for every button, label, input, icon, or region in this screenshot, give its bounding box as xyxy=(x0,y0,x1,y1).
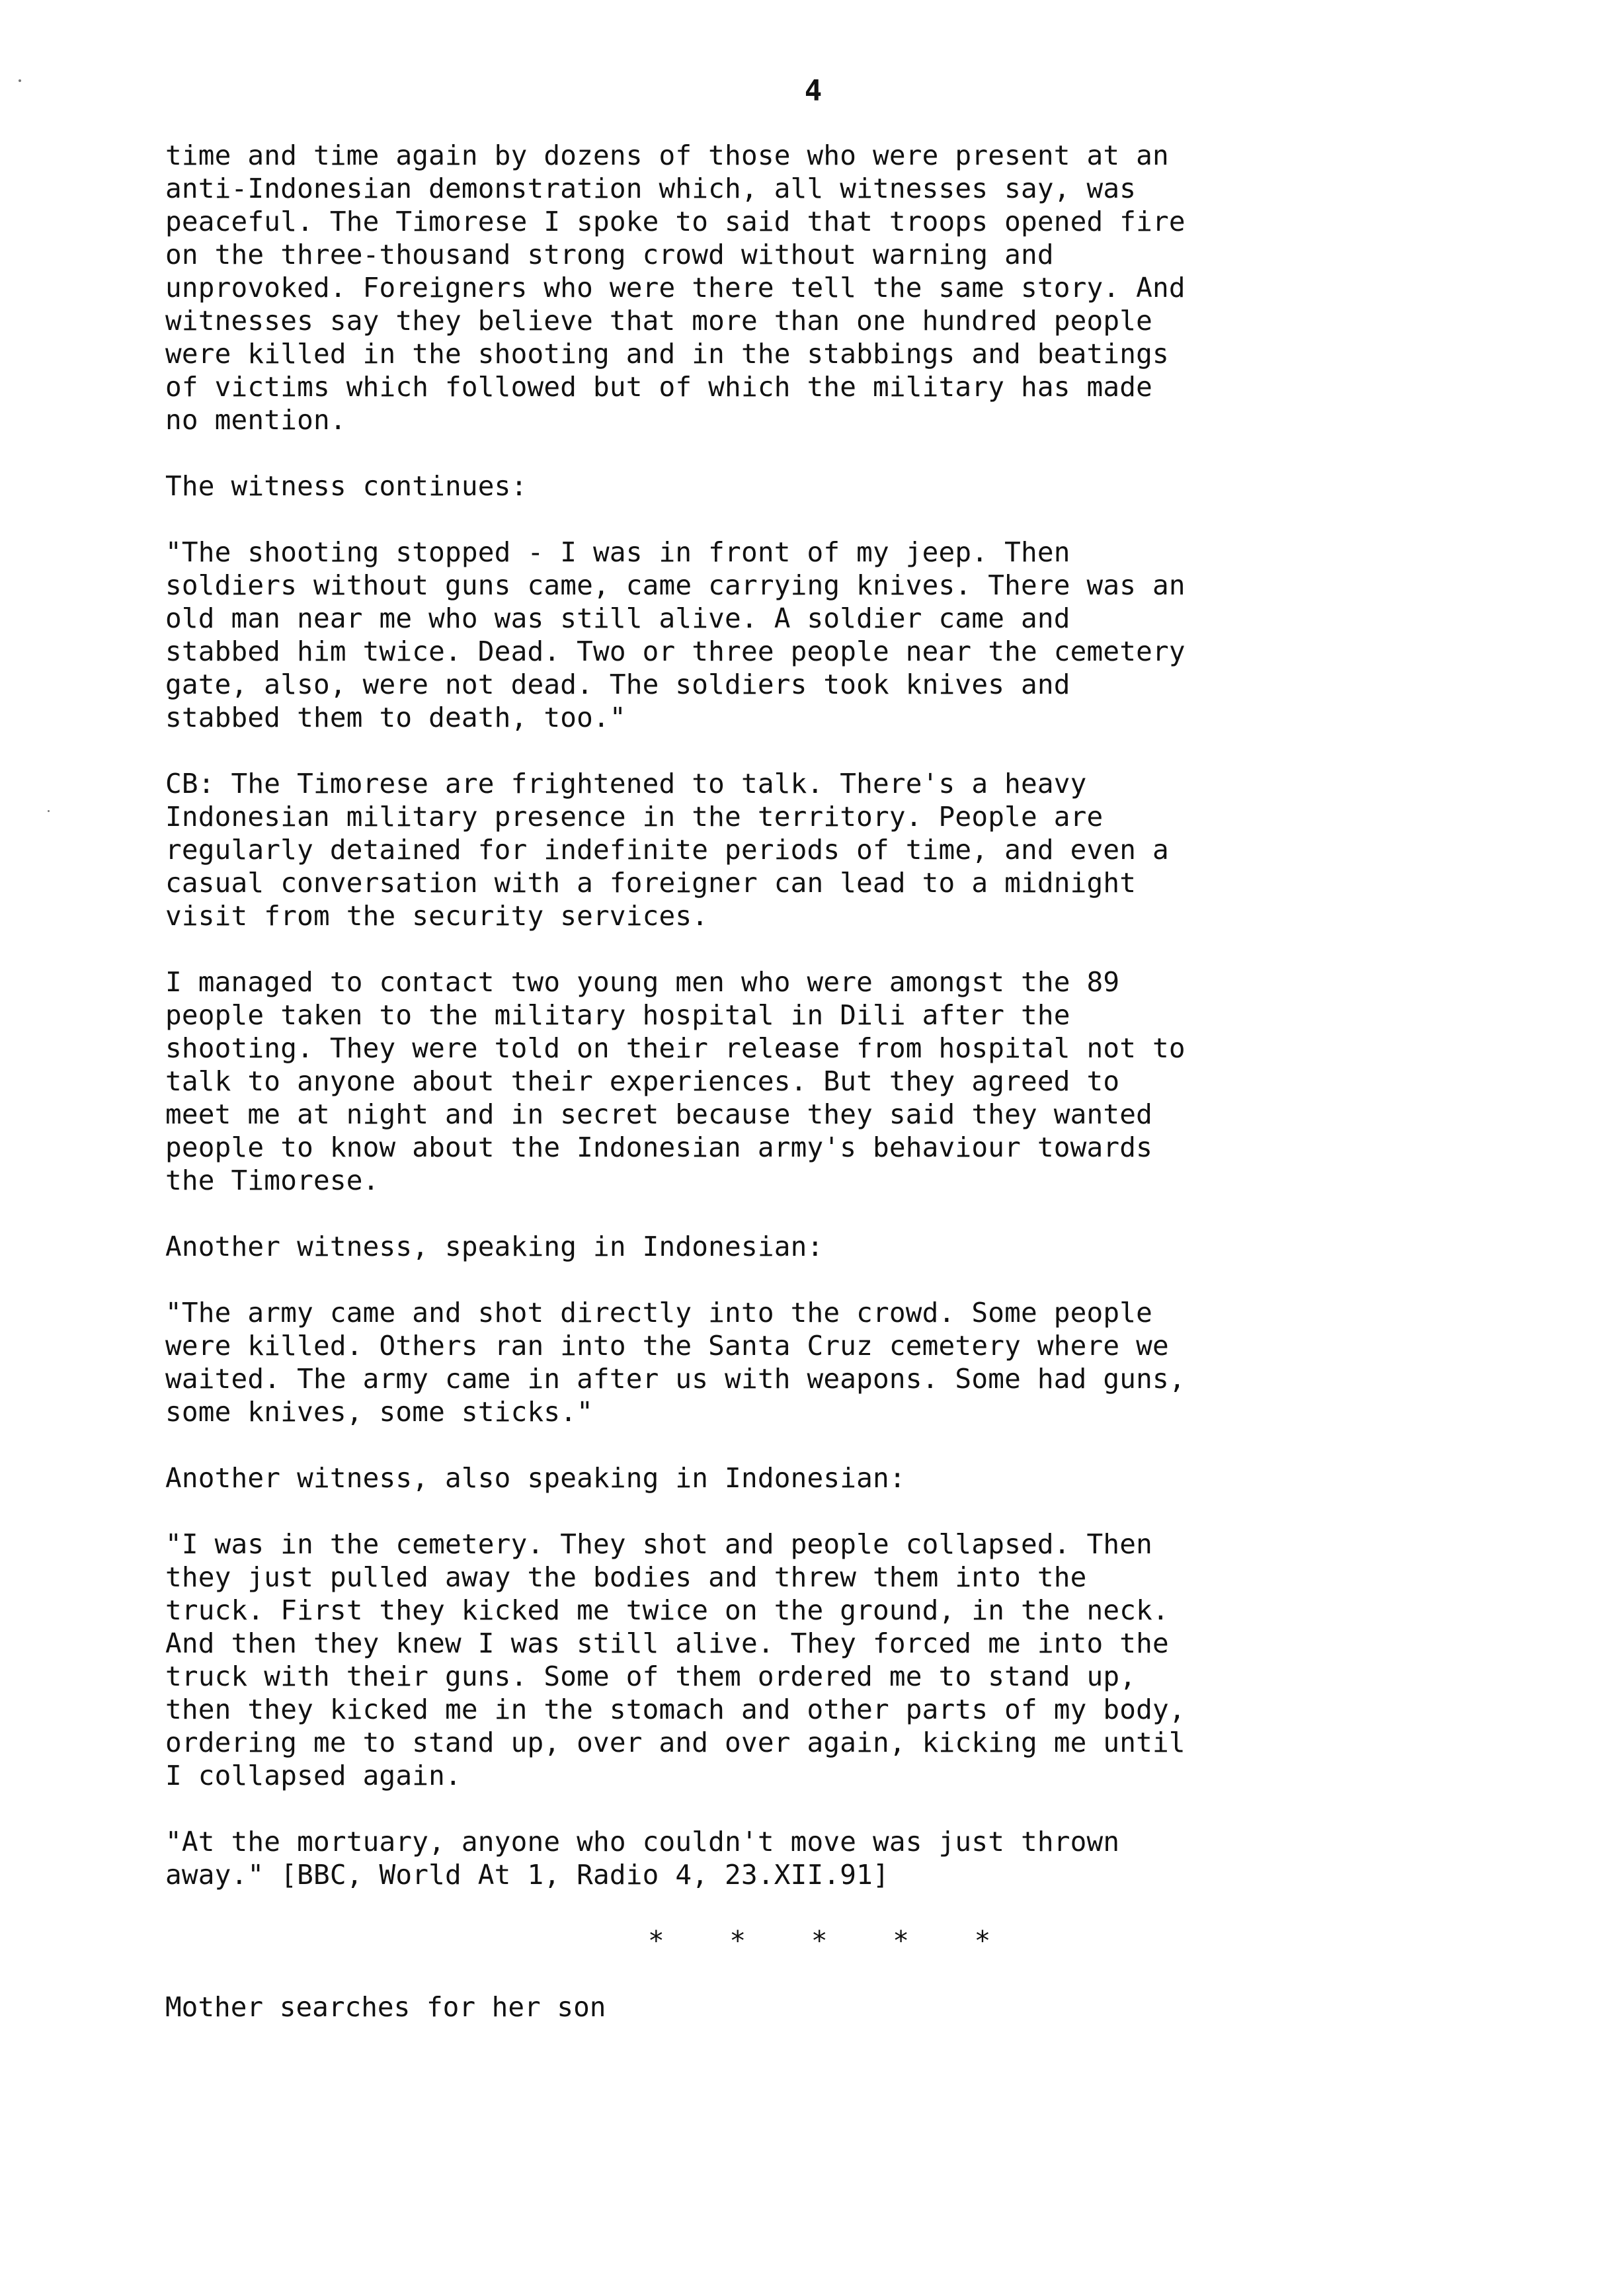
quote-shooting-stopped: "The shooting stopped - I was in front of my jeep. Then soldiers without guns came, came carrying knives. There was an old man near me who was still alive. A soldier came and stabbed him twice. Dead. Two or three people near the cemetery gate, also, were not dead. The soldiers took knives and stabbed them to death, too." xyxy=(165,536,1186,733)
paragraph-another-witness-also: Another witness, also speaking in Indonesian: xyxy=(165,1462,906,1494)
next-section-heading: Mother searches for her son xyxy=(165,1991,606,2023)
paragraph-two-young-men: I managed to contact two young men who were amongst the 89 people taken to the military hospital in Dili after the shooting. They were told on their release from hospital not to talk to anyone about their experiences. But they agreed to meet me at night and in secret because they said they wanted people to know about the Indonesian army's behaviour towards the Timorese. xyxy=(165,966,1186,1196)
document-body xyxy=(165,139,1488,2024)
paragraph-witness-continues: The witness continues: xyxy=(165,470,528,502)
paragraph-another-witness: Another witness, speaking in Indonesian: xyxy=(165,1231,824,1262)
page-number: 4 xyxy=(804,74,823,108)
paragraph-cb-frightened: CB: The Timorese are frightened to talk. There's a heavy Indonesian military presence in the territory. People are regularly detained for indefinite periods of time, and even a casual conversation with a foreigner can lead to a midnight visit from the security services. xyxy=(165,768,1169,932)
scan-speck xyxy=(48,810,50,812)
quote-army-came: "The army came and shot directly into the crowd. Some people were killed. Others ran into the Santa Cruz cemetery where we waited. The army came in after us with weapons. Some had guns, some knives, some sticks." xyxy=(165,1297,1186,1428)
scan-speck xyxy=(19,79,21,82)
quote-at-the-mortuary: "At the mortuary, anyone who couldn't move was just thrown away." [BBC, World At 1, Radio 4, 23.XII.91] xyxy=(165,1826,1120,1891)
paragraph-intro: time and time again by dozens of those who were present at an anti-Indonesian demonstration which, all witnesses say, was peaceful. The Timorese I spoke to said that troops opened fire on the three-thousand strong crowd without warning and unprovoked. Foreigners who were there tell the same story. And witnesses say they believe that more than one hundred people were killed in the shooting and in the stabbings and beatings of victims which followed but of which the military has made no mention. xyxy=(165,140,1186,436)
section-separator: * * * * * xyxy=(648,1925,991,1957)
quote-in-the-cemetery: "I was in the cemetery. They shot and people collapsed. Then they just pulled away the bodies and threw them into the truck. First they kicked me twice on the ground, in the neck. And then they knew I was still alive. They forced me into the truck with their guns. Some of them ordered me to stand up, then they kicked me in the stomach and other parts of my body, ordering me to stand up, over and over again, kicking me until I collapsed again. xyxy=(165,1528,1186,1791)
